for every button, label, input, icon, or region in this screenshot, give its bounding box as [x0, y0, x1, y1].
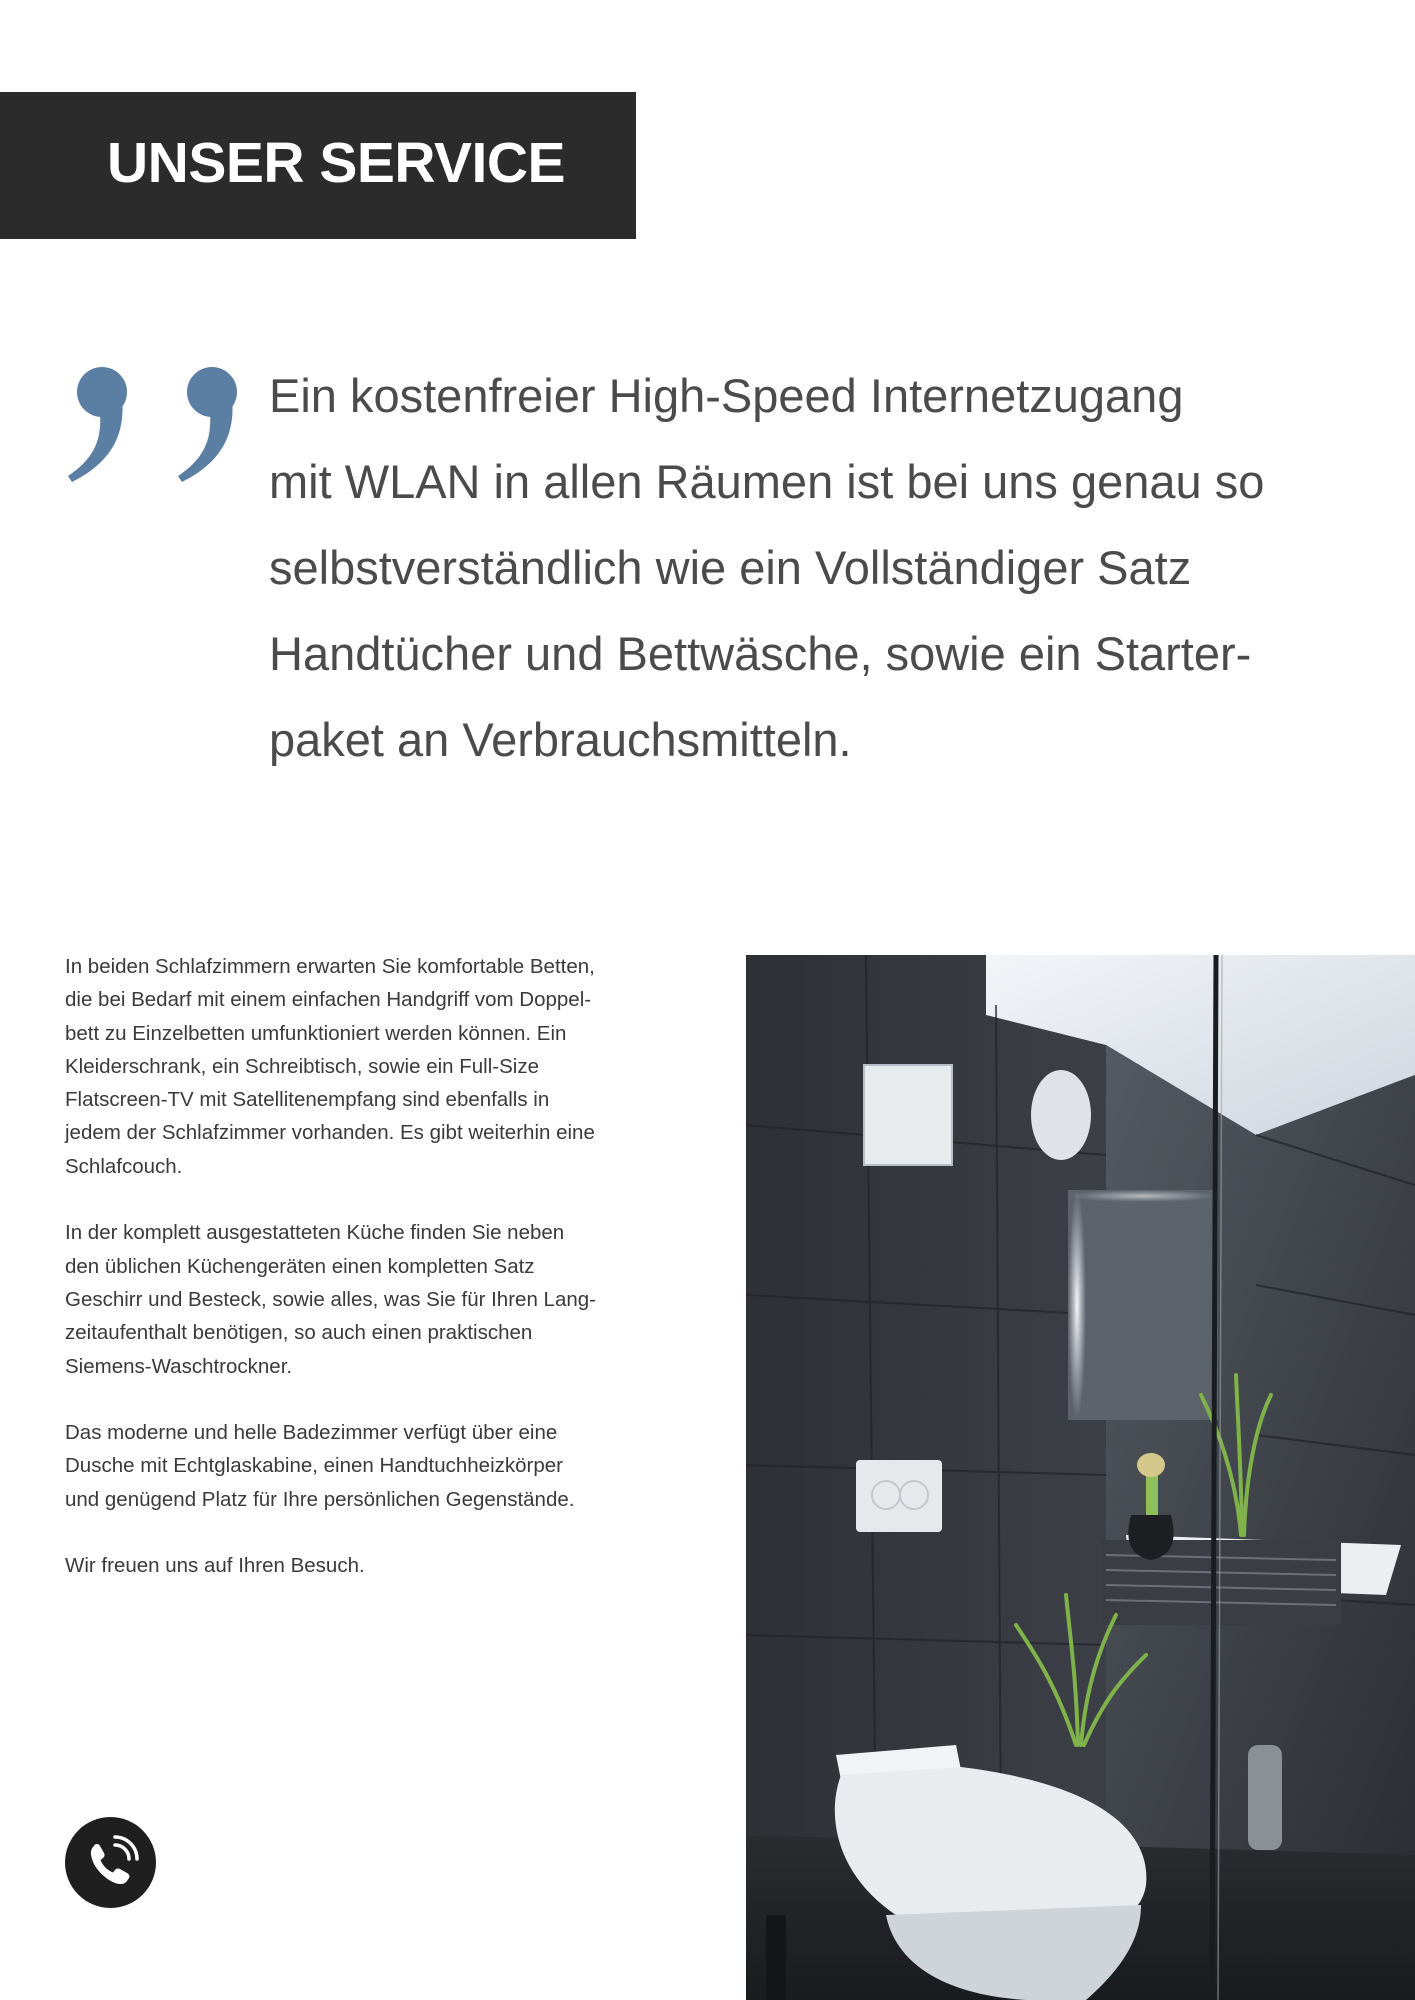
- body-line: zeitaufenthalt benötigen, so auch einen praktischen: [65, 1321, 533, 1345]
- title-banner: [0, 92, 636, 239]
- body-line: Geschirr und Besteck, sowie alles, was Sie für Ihren Lang-: [65, 1287, 596, 1311]
- quote-line: selbstverständlich wie ein Vollständiger Satz: [269, 541, 1192, 594]
- quotation-marks-icon: [64, 366, 240, 482]
- body-line: Flatscreen-TV mit Satellitenempfang sind ebenfalls in: [65, 1088, 550, 1112]
- quote-line: Handtücher und Bettwäsche, sowie ein Starter-: [269, 627, 1252, 680]
- body-line: bett zu Einzelbetten umfunktioniert werden können. Ein: [65, 1021, 567, 1045]
- quote-line: paket an Verbrauchsmitteln.: [269, 713, 852, 766]
- body-line: In der komplett ausgestatteten Küche finden Sie neben: [65, 1221, 565, 1245]
- paragraph-kitchen: [65, 1216, 665, 1382]
- quote-line: mit WLAN in allen Räumen ist bei uns genau so: [269, 455, 1265, 508]
- body-line: und genügend Platz für Ihre persönlichen Gegenstände.: [65, 1487, 575, 1511]
- paragraph-bedrooms: [65, 950, 665, 1183]
- paragraph-bathroom: [65, 1416, 665, 1516]
- body-line: Dusche mit Echtglaskabine, einen Handtuchheizkörper: [65, 1454, 563, 1478]
- page-title: UNSER SERVICE: [107, 131, 566, 195]
- body-line: Wir freuen uns auf Ihren Besuch.: [65, 1554, 365, 1578]
- quote-text: [269, 353, 1329, 783]
- paragraph-closing: [65, 1549, 665, 1582]
- phone-icon: [65, 1817, 156, 1908]
- body-line: jedem der Schlafzimmer vorhanden. Es gibt weiterhin eine: [65, 1121, 595, 1145]
- body-line: Kleiderschrank, ein Schreibtisch, sowie ein Full-Size: [65, 1054, 539, 1078]
- body-line: In beiden Schlafzimmern erwarten Sie komfortable Betten,: [65, 955, 595, 978]
- body-line: die bei Bedarf mit einem einfachen Handgriff vom Doppel-: [65, 988, 592, 1012]
- body-line: Siemens-Waschtrockner.: [65, 1354, 293, 1378]
- body-line: Schlafcouch.: [65, 1154, 183, 1178]
- quote-line: Ein kostenfreier High-Speed Internetzugang: [269, 369, 1184, 422]
- bathroom-photo: [746, 955, 1415, 2000]
- phone-button[interactable]: [65, 1817, 156, 1908]
- body-line: Das moderne und helle Badezimmer verfügt über eine: [65, 1421, 558, 1445]
- body-text: [65, 950, 665, 1616]
- body-line: den üblichen Küchengeräten einen kompletten Satz: [65, 1254, 535, 1278]
